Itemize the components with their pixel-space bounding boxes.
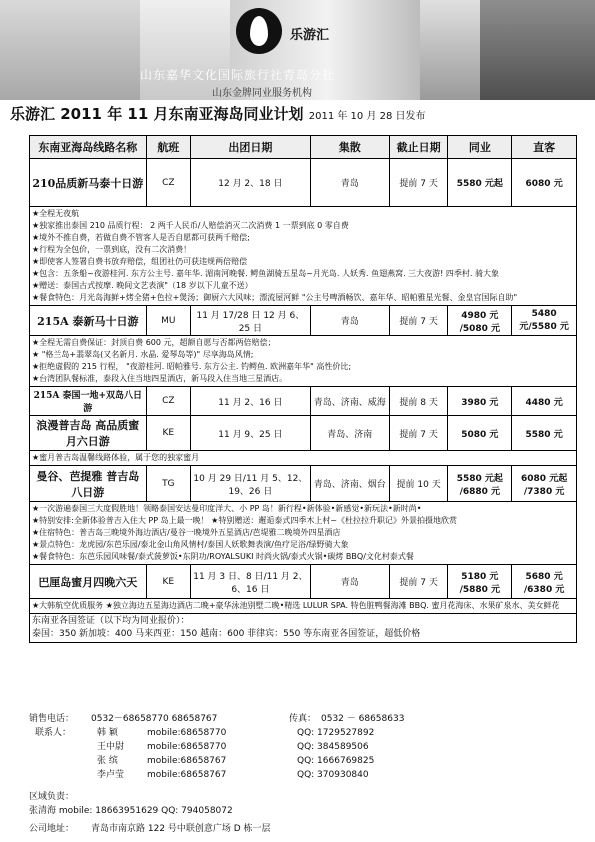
route-notes: ★全程无需自费保证：封顶自费 600 元，超额自愿与否都两倍赔偿； ★ "格兰岛+翡翠岛(又名新月. 水晶. 爱琴岛等)" 尽享海岛风情; ★拒绝虚假的 215 行程， "夜游桂河. 昭帕雅号. 东方公主. 钓鳄鱼. 欧洲嘉年华" 高性价比; ★台湾团队餐标准，泰段入住当地四星酒店，新马段入住当地三星酒店。 bbox=[30, 336, 577, 387]
route-notes: ★大韩航空优质服务 ★独立海边五星海边酒店二晚+豪华泳池别墅二晚•精选 LULUR SPA. 特色脏鸭餐海滩 BBQ. 蜜月花海床、水果矿泉水、美女鲜花 bbox=[30, 599, 577, 614]
route-notes: ★蜜月普吉岛温馨线路体验，属于您的独家蜜月 bbox=[30, 451, 577, 466]
route-name: 巴厘岛蜜月四晚六天 bbox=[30, 565, 147, 599]
col-header: 截止日期 bbox=[389, 136, 448, 159]
route-notes: ★一次游遍泰国三大度假胜地！领略泰国安达曼印度洋大、小 PP 岛！新行程•新体验•新感觉•新玩法•新时尚• ★特别安排:全新体验普吉入住大 PP 岛上最一晚！ ★特别赠送：邂逅泰式四季木上村~《杜拉拉升职记》外景拍摄地欣赏 ★住宿特色：普吉岛三晚境外海边酒店/曼谷一晚境外五星酒店/芭堤雅二晚境外四星酒店 ★景点特色：龙虎园/东芭乐园/泰北金山角风情村/泰国人妖歌舞表演/鱼疗足浴/绿野骑大象 ★餐食特色：东芭乐园风味餐/泰式菠萝饭•东阴功/ROYALSUKI 时尚火锅/泰式火锅•碳烤 BBQ/文化村泰式餐 bbox=[30, 502, 577, 565]
contact-name: 韩 颖 bbox=[97, 728, 118, 738]
notes-row bbox=[30, 207, 577, 306]
contact-mobile: mobile:68658770 bbox=[147, 742, 227, 752]
flight: KE bbox=[146, 565, 190, 599]
org-name: 山东嘉华文化国际旅行社青岛分社 bbox=[140, 68, 336, 82]
col-header: 东南亚海岛线路名称 bbox=[30, 136, 147, 159]
notes-row bbox=[30, 502, 577, 565]
temple-photo bbox=[420, 0, 480, 100]
deadline: 提前 7 天 bbox=[389, 159, 448, 207]
table-row bbox=[30, 387, 577, 416]
route-name: 215A 泰新马十日游 bbox=[30, 306, 147, 336]
hub: 青岛、济南 bbox=[310, 416, 389, 451]
dates: 11 月 2、16 日 bbox=[191, 387, 311, 416]
beach-photo bbox=[0, 0, 140, 100]
org-subtitle: 山东金牌同业服务机构 bbox=[212, 88, 312, 99]
page-title: 乐游汇 2011 年 11 月东南亚海岛同业计划 2011 年 10 月 28 日发布 bbox=[10, 105, 426, 123]
table-header-row bbox=[30, 136, 577, 159]
col-header: 同业 bbox=[448, 136, 512, 159]
hub: 青岛 bbox=[310, 159, 389, 207]
contact-mobile: mobile:68658767 bbox=[147, 770, 227, 780]
hub: 青岛 bbox=[310, 306, 389, 336]
retail-price: 6080 元起 /7380 元 bbox=[512, 466, 577, 502]
hub: 青岛 bbox=[310, 565, 389, 599]
flight: KE bbox=[146, 416, 190, 451]
trade-price: 5580 元起 bbox=[448, 159, 512, 207]
trade-price: 4980 元 /5080 元 bbox=[448, 306, 512, 336]
fax-label: 传真： bbox=[289, 714, 317, 724]
route-notes: ★全程无夜航 ★独家推出泰国 210 品质行程： 2 两千人民币/人赔偿消灭二次消费 1 一票到底 0 零自费 ★境外不推自费，若做自费不管客人是否自愿都可获两千赔偿; ★行程为全包价，一票到底，没有二次消费！ ★即使客人签署自费书放弃赔偿，组团社仍可获违规两倍赔偿 ★包含：五条船~夜游桂河. 东方公主号. 嘉年华. 湄南河晚餐. 鳄鱼湖骑五星岛~月光岛. 人妖秀. 鱼翅燕窝. 三大夜游! 四季村. 骑大象 ★赠送：泰国古式按摩. 晚间文艺表演"（18 岁以下儿童不送） ★餐食特色：月光岛海鲜+烤全猪+色拉+煲汤；御厨六大风味；漂流屋河鲜 "公主号啤酒畅饮、嘉年华、昭帕雅星光餐、金皇宫国际自助" bbox=[30, 207, 577, 306]
deadline: 提前 7 天 bbox=[389, 416, 448, 451]
visa-row bbox=[30, 614, 577, 643]
route-name: 215A 泰国一地+双岛八日游 bbox=[30, 387, 147, 416]
publish-date: 2011 年 10 月 28 日发布 bbox=[308, 111, 426, 122]
trade-price: 3980 元 bbox=[448, 387, 512, 416]
deadline: 提前 7 天 bbox=[389, 565, 448, 599]
dates: 12 月 2、18 日 bbox=[191, 159, 311, 207]
hub: 青岛、济南、威海 bbox=[310, 387, 389, 416]
hub: 青岛、济南、烟台 bbox=[310, 466, 389, 502]
retail-price: 6080 元 bbox=[512, 159, 577, 207]
contact-qq: QQ: 1666769825 bbox=[297, 756, 375, 766]
routes-table bbox=[29, 135, 577, 643]
route-name: 浪漫普吉岛 高品质蜜月六日游 bbox=[30, 416, 147, 451]
notes-row bbox=[30, 599, 577, 614]
fax-number: 0532 － 68658633 bbox=[321, 714, 405, 724]
col-header: 直客 bbox=[512, 136, 577, 159]
logo-text: 乐游汇 bbox=[290, 28, 330, 43]
trade-price: 5580 元起 /6880 元 bbox=[448, 466, 512, 502]
notes-row bbox=[30, 451, 577, 466]
route-name: 210品质新马泰十日游 bbox=[30, 159, 147, 207]
region-person: 张清海 mobile: 18663951629 QQ: 794058072 bbox=[29, 806, 233, 816]
retail-price: 5480 元/5580 元 bbox=[512, 306, 577, 336]
table-row bbox=[30, 466, 577, 502]
retail-price: 5680 元 /6380 元 bbox=[512, 565, 577, 599]
contact-qq: QQ: 384589506 bbox=[297, 742, 369, 752]
boats-photo bbox=[480, 0, 595, 100]
contact-mobile: mobile:68658770 bbox=[147, 728, 227, 738]
contact-mobile: mobile:68658767 bbox=[147, 756, 227, 766]
table-row bbox=[30, 565, 577, 599]
col-header: 航班 bbox=[146, 136, 190, 159]
contact-name: 张 缤 bbox=[97, 756, 118, 766]
flight: TG bbox=[146, 466, 190, 502]
deadline: 提前 8 天 bbox=[389, 387, 448, 416]
sales-phone: 0532－68658770 68658767 bbox=[91, 714, 218, 724]
trade-price: 5180 元 /5880 元 bbox=[448, 565, 512, 599]
notes-row bbox=[30, 336, 577, 387]
dates: 11 月 9、25 日 bbox=[191, 416, 311, 451]
contact-qq: QQ: 1729527892 bbox=[297, 728, 375, 738]
retail-price: 5580 元 bbox=[512, 416, 577, 451]
table-row bbox=[30, 416, 577, 451]
visa-info bbox=[30, 614, 577, 643]
table-row bbox=[30, 306, 577, 336]
butterfly-logo-icon bbox=[236, 8, 282, 54]
dates: 10 月 29 日/11 月 5、12、19、26 日 bbox=[191, 466, 311, 502]
dates: 11 月 3 日、8 日/11 月 2、6、16 日 bbox=[191, 565, 311, 599]
visa-prices: 泰国：350 新加坡：400 马来西亚：150 越南：600 菲律宾：550 等东南亚各国签证，超低价格 bbox=[32, 629, 421, 639]
contact-name: 王中尉 bbox=[97, 742, 125, 752]
address: 青岛市南京路 122 号中联创意广场 D 栋一层 bbox=[91, 824, 271, 834]
visa-title: 东南亚各国签证（以下均为同业报价）： bbox=[32, 616, 190, 626]
contact-qq: QQ: 370930840 bbox=[297, 770, 369, 780]
header-banner bbox=[0, 0, 595, 100]
retail-price: 4480 元 bbox=[512, 387, 577, 416]
flight: CZ bbox=[146, 387, 190, 416]
address-label: 公司地址： bbox=[29, 824, 75, 834]
dates: 11 月 17/28 日 12 月 6、25 日 bbox=[191, 306, 311, 336]
contacts-label: 联系人： bbox=[35, 728, 72, 738]
contact-name: 李卢莹 bbox=[97, 770, 125, 780]
trade-price: 5080 元 bbox=[448, 416, 512, 451]
route-name: 曼谷、芭提雅 普吉岛 八日游 bbox=[30, 466, 147, 502]
deadline: 提前 7 天 bbox=[389, 306, 448, 336]
col-header: 集散 bbox=[310, 136, 389, 159]
sales-phone-label: 销售电话： bbox=[29, 714, 75, 724]
col-header: 出团日期 bbox=[191, 136, 311, 159]
flight: MU bbox=[146, 306, 190, 336]
region-label: 区域负责： bbox=[29, 792, 75, 802]
table-row bbox=[30, 159, 577, 207]
flight: CZ bbox=[146, 159, 190, 207]
deadline: 提前 10 天 bbox=[389, 466, 448, 502]
